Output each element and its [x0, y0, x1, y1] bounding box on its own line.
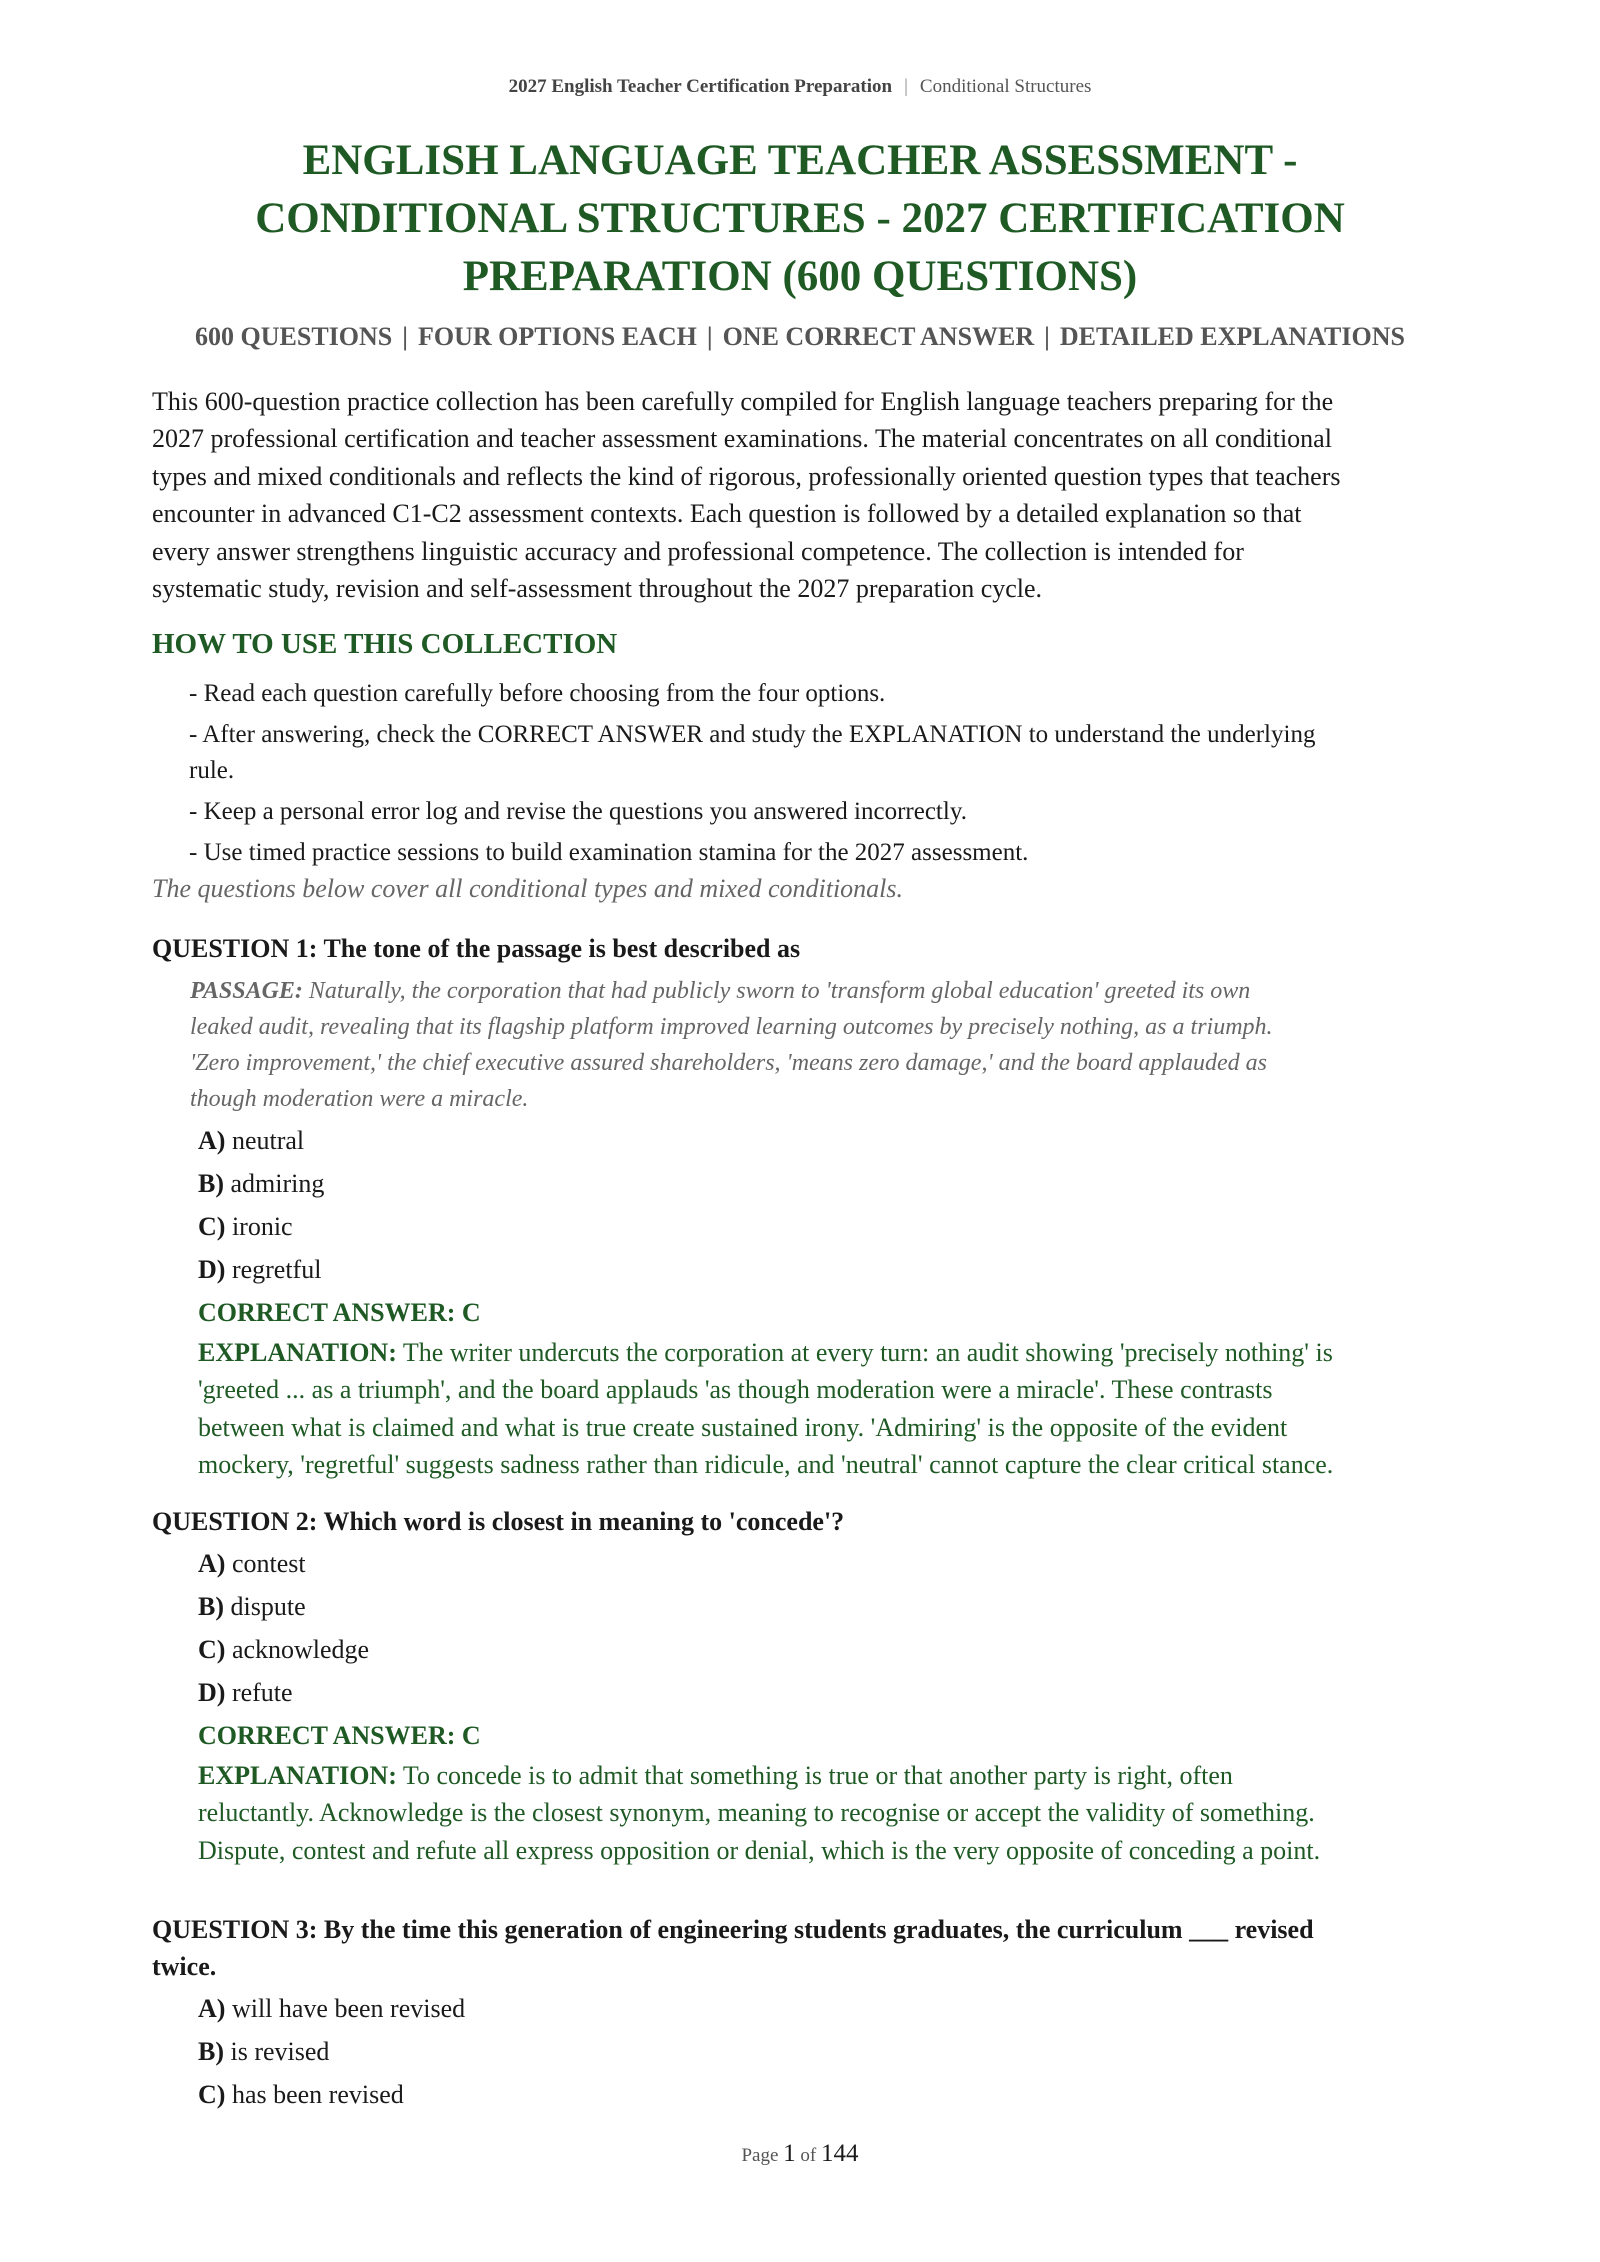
passage-line: though moderation were a miracle.	[190, 1086, 529, 1112]
passage-line: 'Zero improvement,' the chief executive assured shareholders, 'means zero damage,' and the board applauded as	[190, 1050, 1267, 1076]
option-a[interactable]	[152, 1119, 1448, 1162]
subtitle-separator: |	[706, 322, 713, 351]
subtitle-separator: |	[1044, 322, 1050, 351]
intro-line: This 600-question practice collection has been carefully compiled for English language teachers preparing for the	[152, 387, 1334, 416]
option-letter: A)	[198, 1994, 226, 2023]
explanation-line: To concede is to admit that something is true or that another party is right, often	[402, 1761, 1233, 1790]
option-letter: C)	[198, 1212, 226, 1241]
intro-paragraph	[152, 383, 1448, 607]
option-a[interactable]	[152, 1542, 1448, 1585]
howto-list	[189, 676, 1449, 876]
explanation-line: 'greeted ... as a triumph', and the board applauds 'as though moderation were a miracle'. These contrasts	[198, 1375, 1273, 1405]
passage	[152, 973, 1448, 1117]
page-number: 1	[783, 2140, 796, 2167]
explanation-line: Dispute, contest and refute all express opposition or denial, which is the very opposite of conceding a point.	[198, 1835, 1321, 1865]
option-text: dispute	[230, 1592, 306, 1621]
option-text: neutral	[231, 1126, 305, 1155]
option-d[interactable]	[152, 1671, 1448, 1714]
option-text: contest	[231, 1549, 306, 1578]
explanation-line: reluctantly. Acknowledge is the closest synonym, meaning to recognise or accept the validity of something.	[198, 1798, 1315, 1828]
passage-line: leaked audit, revealing that its flagship platform improved learning outcomes by precisely nothing, as a triumph.	[190, 1014, 1273, 1040]
document-subtitle	[0, 322, 1600, 352]
header-right: Conditional Structures	[919, 76, 1092, 97]
explanation-line: The writer undercuts the corporation at every turn: an audit showing 'precisely nothing' is	[402, 1338, 1333, 1367]
howto-item: - Keep a personal error log and revise the questions you answered incorrectly.	[189, 798, 967, 825]
howto-item-continued: rule.	[189, 757, 235, 784]
question-2	[152, 1503, 1448, 1869]
passage-line: Naturally, the corporation that had publicly sworn to 'transform global education' greeted its own	[308, 978, 1251, 1004]
option-b[interactable]	[152, 1162, 1448, 1205]
option-b[interactable]	[152, 1585, 1448, 1628]
option-c[interactable]	[152, 1205, 1448, 1248]
intro-line: systematic study, revision and self-assessment throughout the 2027 preparation cycle.	[152, 574, 1043, 604]
header-separator: |	[904, 76, 908, 97]
subtitle-item: 600 QUESTIONS	[195, 322, 393, 351]
subtitle-item: ONE CORRECT ANSWER	[722, 322, 1035, 351]
title-line: ENGLISH LANGUAGE TEACHER ASSESSMENT -	[302, 137, 1298, 184]
subtitle-item: FOUR OPTIONS EACH	[418, 322, 697, 351]
question-1	[152, 930, 1448, 1484]
option-b[interactable]	[152, 2030, 1448, 2073]
option-text: acknowledge	[231, 1635, 370, 1664]
explanation-label: EXPLANATION:	[198, 1338, 397, 1367]
option-text: regretful	[231, 1255, 322, 1284]
option-letter: C)	[198, 1635, 226, 1664]
option-text: admiring	[230, 1169, 325, 1198]
intro-line: 2027 professional certification and teacher assessment examinations. The material concentrates on all conditional	[152, 424, 1332, 454]
explanation	[152, 1757, 1448, 1869]
page-label: Page	[741, 2145, 779, 2166]
running-header	[0, 76, 1600, 98]
question-title: QUESTION 2: Which word is closest in meaning to 'concede'?	[152, 1507, 845, 1536]
option-letter: A)	[198, 1549, 226, 1578]
howto-item: - After answering, check the CORRECT ANSWER and study the EXPLANATION to understand the underlying	[189, 721, 1316, 748]
subtitle-separator: |	[402, 322, 409, 351]
correct-answer: CORRECT ANSWER: C	[198, 1721, 481, 1750]
option-letter: A)	[198, 1126, 226, 1155]
page-of-label: of	[800, 2145, 817, 2166]
subtitle-item: DETAILED EXPLANATIONS	[1059, 322, 1405, 351]
option-letter: D)	[198, 1255, 226, 1284]
explanation-label: EXPLANATION:	[198, 1761, 397, 1790]
howto-item: - Read each question carefully before choosing from the four options.	[189, 680, 886, 707]
explanation-line: mockery, 'regretful' suggests sadness rather than ridicule, and 'neutral' cannot capture the clear critical stance.	[198, 1450, 1334, 1480]
question-title: QUESTION 1: The tone of the passage is best described as	[152, 934, 801, 963]
howto-heading: HOW TO USE THIS COLLECTION	[152, 628, 618, 660]
correct-answer: CORRECT ANSWER: C	[198, 1298, 481, 1327]
howto-item: - Use timed practice sessions to build examination stamina for the 2027 assessment.	[189, 839, 1029, 866]
option-text: has been revised	[231, 2080, 404, 2109]
option-a[interactable]	[152, 1987, 1448, 2030]
option-letter: C)	[198, 2080, 226, 2109]
passage-label: PASSAGE:	[190, 978, 303, 1004]
option-text: ironic	[231, 1212, 293, 1241]
intro-line: encounter in advanced C1-C2 assessment contexts. Each question is followed by a detailed explanation so that	[152, 499, 1302, 529]
option-text: is revised	[230, 2037, 330, 2066]
explanation	[152, 1334, 1448, 1484]
option-letter: D)	[198, 1678, 226, 1707]
question-title-line: twice.	[152, 1952, 217, 1981]
option-c[interactable]	[152, 2073, 1448, 2116]
option-letter: B)	[198, 1169, 224, 1198]
explanation-line: between what is claimed and what is true create sustained irony. 'Admiring' is the opposite of the evident	[198, 1412, 1288, 1442]
option-letter: B)	[198, 2037, 224, 2066]
page-footer	[0, 2140, 1600, 2168]
question-title-line: QUESTION 3: By the time this generation of engineering students graduates, the curriculum ___ revised	[152, 1915, 1314, 1944]
option-c[interactable]	[152, 1628, 1448, 1671]
collection-note: The questions below cover all conditional types and mixed conditionals.	[152, 874, 904, 903]
title-line: PREPARATION (600 QUESTIONS)	[462, 253, 1138, 300]
question-title	[152, 1911, 1448, 1985]
intro-line: every answer strengthens linguistic accuracy and professional competence. The collection is intended for	[152, 536, 1244, 566]
page-total: 144	[821, 2140, 859, 2167]
header-left: 2027 English Teacher Certification Preparation	[508, 76, 893, 97]
option-d[interactable]	[152, 1248, 1448, 1291]
intro-line: types and mixed conditionals and reflects the kind of rigorous, professionally oriented question types that teachers	[152, 461, 1341, 491]
option-text: will have been revised	[231, 1994, 466, 2023]
title-line: CONDITIONAL STRUCTURES - 2027 CERTIFICATION	[255, 195, 1345, 242]
option-text: refute	[231, 1678, 293, 1707]
option-letter: B)	[198, 1592, 224, 1621]
question-3	[152, 1911, 1448, 2116]
document-title	[200, 132, 1400, 306]
